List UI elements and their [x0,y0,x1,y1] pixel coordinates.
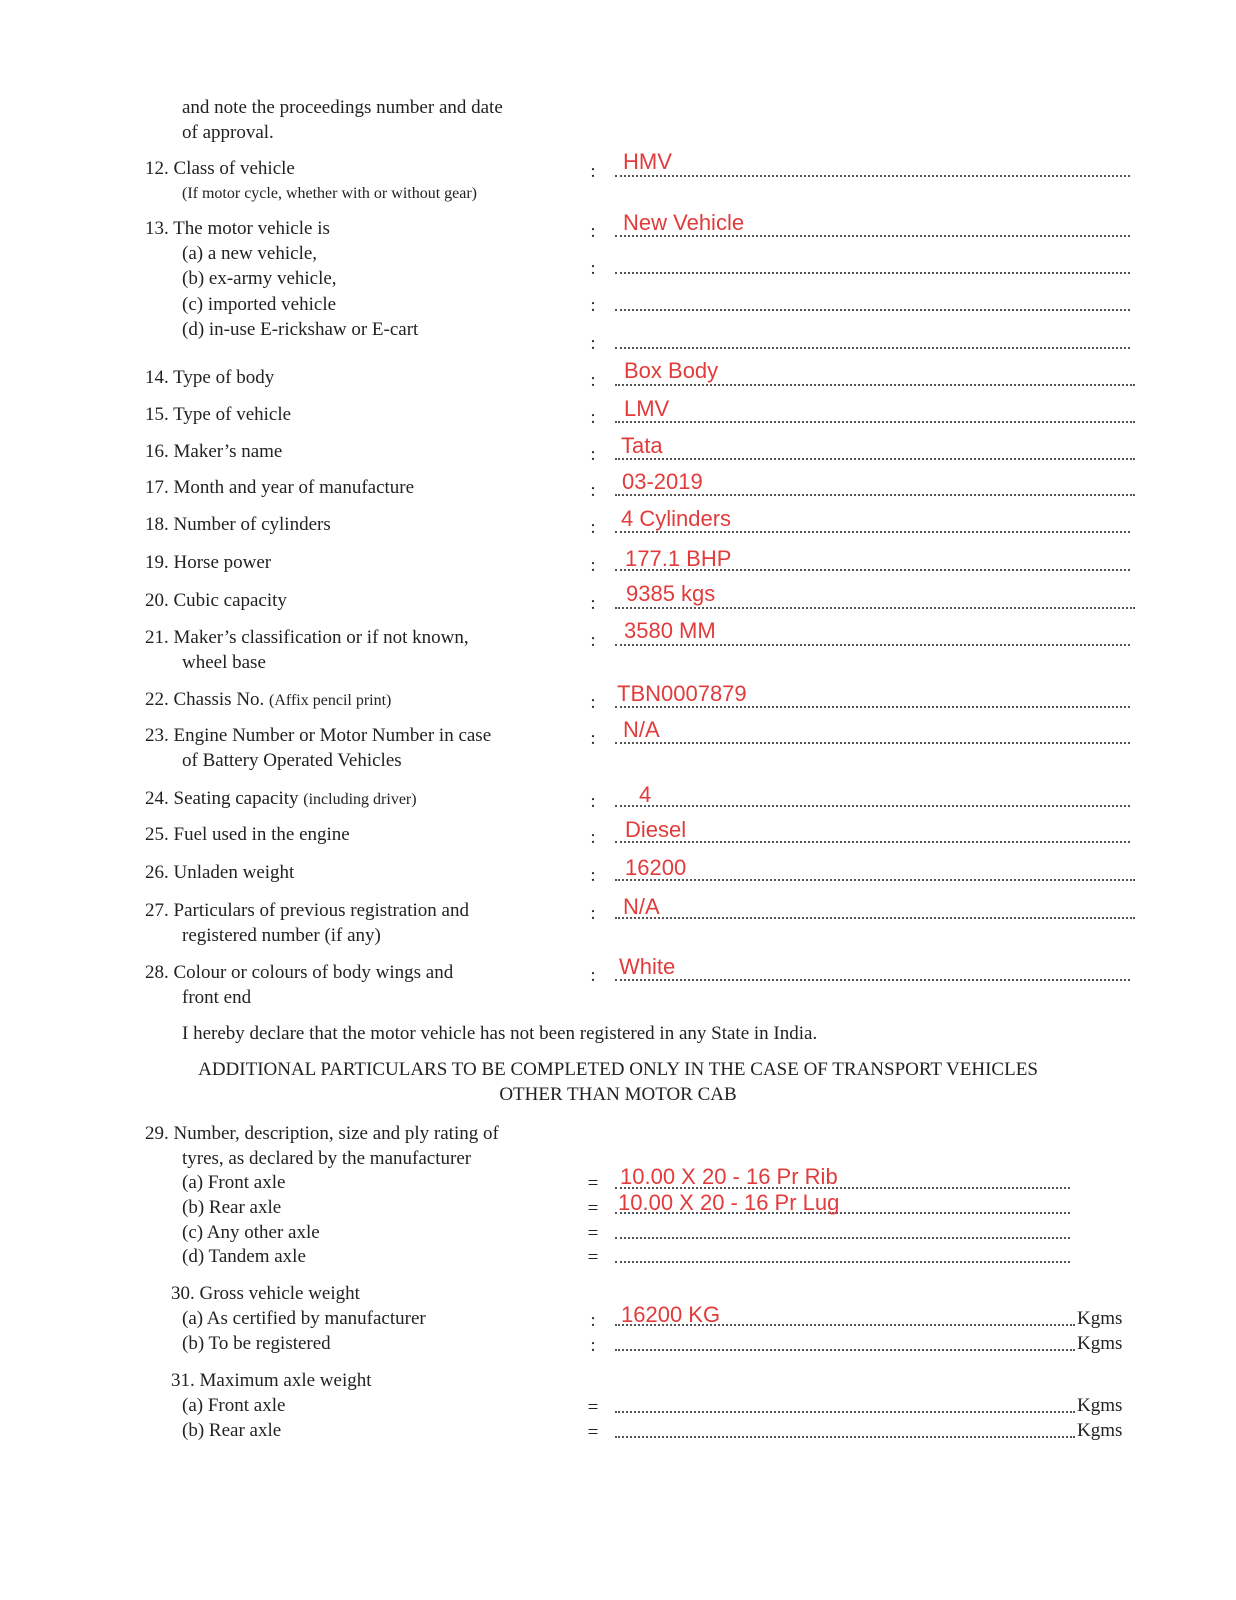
item-13c-field[interactable] [615,305,1130,311]
item-28-label: 28. Colour or colours of body wings and [145,962,454,983]
colon: : [590,827,596,848]
equals: = [587,1422,599,1443]
unit-kgms: Kgms [1077,1420,1123,1441]
item-17-label: 17. Month and year of manufacture [145,477,415,498]
colon: : [590,221,596,242]
item-28-value: White [619,954,676,979]
equals: = [587,1247,599,1268]
item-26-label: 26. Unladen weight [145,862,295,883]
item-16-field[interactable] [615,454,1135,460]
colon: : [590,965,596,986]
item-25-field[interactable] [615,837,1130,843]
item-14-label: 14. Type of body [145,367,275,388]
item-13-c: (c) imported vehicle [182,294,337,315]
item-20-value: 9385 kgs [626,581,716,606]
item-27-value: N/A [623,894,660,919]
item-26-value: 16200 [625,855,687,880]
item-23-value: N/A [623,717,660,742]
item-24-label: 24. Seating capacity [145,788,299,809]
colon: : [590,333,596,354]
item-25-label: 25. Fuel used in the engine [145,824,350,845]
item-23-label: 23. Engine Number or Motor Number in case [145,725,492,746]
item-16-value: Tata [621,433,663,458]
item-30b-field[interactable] [615,1345,1075,1351]
colon: : [590,370,596,391]
item-27-label-2: registered number (if any) [182,925,381,946]
item-26-field[interactable] [615,875,1135,881]
declaration-text: I hereby declare that the motor vehicle has not been registered in any State in India. [182,1023,818,1044]
unit-kgms: Kgms [1077,1308,1123,1329]
colon: : [590,903,596,924]
item-21-value: 3580 MM [624,618,716,643]
item-22-note: (Affix pencil print) [269,692,392,709]
item-29a-value: 10.00 X 20 - 16 Pr Rib [620,1164,838,1189]
item-13-d: (d) in-use E-rickshaw or E-cart [182,319,419,340]
equals: = [587,1198,599,1219]
item-17-value: 03-2019 [622,469,703,494]
item-21-label: 21. Maker’s classification or if not known, [145,627,469,648]
item-30a-value: 16200 KG [621,1302,721,1327]
section-heading-1: ADDITIONAL PARTICULARS TO BE COMPLETED ONLY IN THE CASE OF TRANSPORT VEHICLES [198,1059,1038,1080]
item-31-b: (b) Rear axle [182,1420,282,1441]
item-15-field[interactable] [615,417,1135,423]
item-30-b: (b) To be registered [182,1333,331,1354]
item-28-field[interactable] [615,975,1130,981]
item-24-note: (including driver) [303,791,417,808]
item-31a-field[interactable] [615,1407,1075,1413]
item-31b-field[interactable] [615,1432,1075,1438]
unit-kgms: Kgms [1077,1395,1123,1416]
item-19-label: 19. Horse power [145,552,272,573]
item-29-a: (a) Front axle [182,1172,286,1193]
colon: : [590,630,596,651]
item-31-a: (a) Front axle [182,1395,286,1416]
item-31-label: 31. Maximum axle weight [171,1370,372,1391]
colon: : [590,480,596,501]
item-20-label: 20. Cubic capacity [145,590,287,611]
item-23-label-2: of Battery Operated Vehicles [182,750,402,771]
colon: : [590,517,596,538]
item-13-a: (a) a new vehicle, [182,243,318,264]
item-28-label-2: front end [182,987,252,1008]
item-15-label: 15. Type of vehicle [145,404,292,425]
colon: : [590,692,596,713]
item-24-value: 4 [639,782,652,807]
colon: : [590,728,596,749]
item-29-d: (d) Tandem axle [182,1246,306,1267]
item-19-value: 177.1 BHP [625,546,732,571]
intro-line-2: of approval. [182,122,274,143]
item-13d-field[interactable] [615,343,1130,349]
item-30-label: 30. Gross vehicle weight [171,1283,360,1304]
equals: = [587,1223,599,1244]
item-27-label: 27. Particulars of previous registration and [145,900,469,921]
item-13-label: 13. The motor vehicle is [145,218,330,239]
item-12-field[interactable] [615,171,1130,177]
colon: : [590,295,596,316]
item-18-value: 4 Cylinders [621,506,732,531]
item-29b-value: 10.00 X 20 - 16 Pr Lug [618,1190,840,1215]
colon: : [590,258,596,279]
item-13-b: (b) ex-army vehicle, [182,268,337,289]
item-29-label: 29. Number, description, size and ply rating of [145,1123,499,1144]
item-22-label: 22. Chassis No. [145,689,265,710]
equals: = [587,1397,599,1418]
colon: : [590,593,596,614]
colon: : [590,1335,596,1356]
item-12-label: 12. Class of vehicle [145,158,295,179]
item-29-b: (b) Rear axle [182,1197,282,1218]
item-22-value: TBN0007879 [617,681,747,706]
item-18-label: 18. Number of cylinders [145,514,331,535]
item-29-label-2: tyres, as declared by the manufacturer [182,1148,472,1169]
intro-line-1: and note the proceedings number and date [182,97,503,118]
colon: : [590,791,596,812]
item-25-value: Diesel [625,817,687,842]
item-29d-field[interactable] [615,1257,1070,1263]
item-27-field[interactable] [615,913,1135,919]
colon: : [590,865,596,886]
item-23-field[interactable] [615,738,1130,744]
colon: : [590,444,596,465]
colon: : [590,161,596,182]
item-29-c: (c) Any other axle [182,1222,320,1243]
item-12-value: HMV [623,149,672,174]
item-30-a: (a) As certified by manufacturer [182,1308,426,1329]
item-13-value: New Vehicle [623,210,745,235]
item-16-label: 16. Maker’s name [145,441,283,462]
equals: = [587,1173,599,1194]
section-heading-2: OTHER THAN MOTOR CAB [499,1084,737,1105]
item-29c-field[interactable] [615,1233,1070,1239]
colon: : [590,1310,596,1331]
unit-kgms: Kgms [1077,1333,1123,1354]
item-13b-field[interactable] [615,268,1130,274]
item-12-note: (If motor cycle, whether with or without gear) [182,185,478,202]
item-21-label-2: wheel base [182,652,266,673]
item-24-field[interactable] [615,801,1130,807]
colon: : [590,407,596,428]
item-15-value: LMV [624,396,670,421]
item-14-value: Box Body [624,358,719,383]
colon: : [590,555,596,576]
